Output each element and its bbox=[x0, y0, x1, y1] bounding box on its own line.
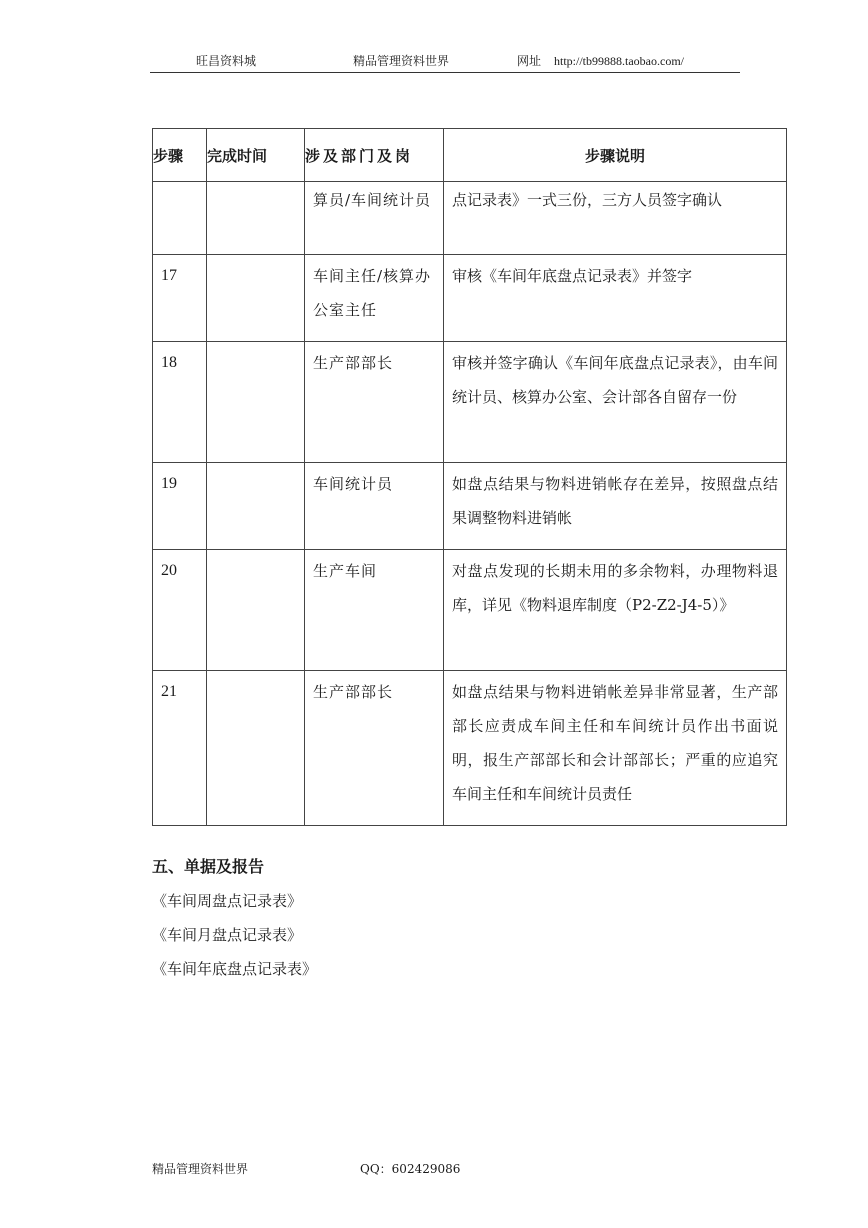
completion-time bbox=[207, 463, 304, 467]
department: 车间主任/核算办公室主任 bbox=[313, 267, 432, 319]
step-description: 审核《车间年底盘点记录表》并签字 bbox=[452, 267, 693, 285]
header-site-name: 旺昌资料城 bbox=[196, 54, 257, 68]
department: 生产部部长 bbox=[313, 354, 394, 372]
step-number: 21 bbox=[161, 683, 177, 700]
column-header-step: 步骤 bbox=[153, 129, 207, 182]
documents-section bbox=[152, 850, 317, 986]
step-description: 如盘点结果与物料进销帐差异非常显著，生产部部长应责成车间主任和车间统计员作出书面说明，报生产部部长和会计部部长；严重的应追究车间主任和车间统计员责任 bbox=[452, 683, 778, 803]
table-row bbox=[153, 463, 787, 550]
step-description: 点记录表》一式三份，三方人员签字确认 bbox=[452, 191, 723, 209]
step-number: 20 bbox=[161, 562, 177, 579]
table-row bbox=[153, 550, 787, 671]
table-row bbox=[153, 671, 787, 826]
department: 生产部部长 bbox=[313, 683, 394, 701]
step-description: 审核并签字确认《车间年底盘点记录表》，由车间统计员、核算办公室、会计部各自留存一份 bbox=[452, 354, 778, 406]
page-header bbox=[150, 52, 740, 73]
table-row bbox=[153, 342, 787, 463]
department: 算员/车间统计员 bbox=[313, 191, 432, 209]
document-item: 《车间周盘点记录表》 bbox=[152, 892, 303, 910]
step-description: 对盘点发现的长期未用的多余物料，办理物料退库，详见《物料退库制度（P2-Z2-J4-5）》 bbox=[452, 562, 778, 614]
footer-left-text: 精品管理资料世界 bbox=[152, 1162, 249, 1176]
completion-time bbox=[207, 550, 304, 554]
completion-time bbox=[207, 255, 304, 259]
step-description: 如盘点结果与物料进销帐存在差异，按照盘点结果调整物料进销帐 bbox=[452, 475, 778, 527]
completion-time bbox=[207, 342, 304, 346]
table-row bbox=[153, 182, 787, 255]
header-slogan: 精品管理资料世界 bbox=[353, 54, 450, 68]
column-header-time: 完成时间 bbox=[207, 129, 305, 182]
department: 生产车间 bbox=[313, 562, 378, 580]
department: 车间统计员 bbox=[313, 475, 394, 493]
header-url-label: 网址 bbox=[517, 54, 542, 68]
step-number: 18 bbox=[161, 354, 177, 371]
step-number: 17 bbox=[161, 267, 177, 284]
step-number: 19 bbox=[161, 475, 177, 492]
table-header-row bbox=[153, 129, 787, 182]
table-row bbox=[153, 255, 787, 342]
column-header-department: 涉及部门及岗 bbox=[305, 129, 444, 182]
section-title: 五、单据及报告 bbox=[152, 857, 265, 876]
document-item: 《车间年底盘点记录表》 bbox=[152, 960, 318, 978]
column-header-description: 步骤说明 bbox=[444, 129, 787, 182]
completion-time bbox=[207, 671, 304, 675]
procedure-steps-table bbox=[152, 128, 787, 826]
footer-qq-contact: QQ：602429086 bbox=[360, 1162, 461, 1176]
document-item: 《车间月盘点记录表》 bbox=[152, 926, 303, 944]
header-url-link[interactable]: http://tb99888.taobao.com/ bbox=[554, 54, 684, 68]
